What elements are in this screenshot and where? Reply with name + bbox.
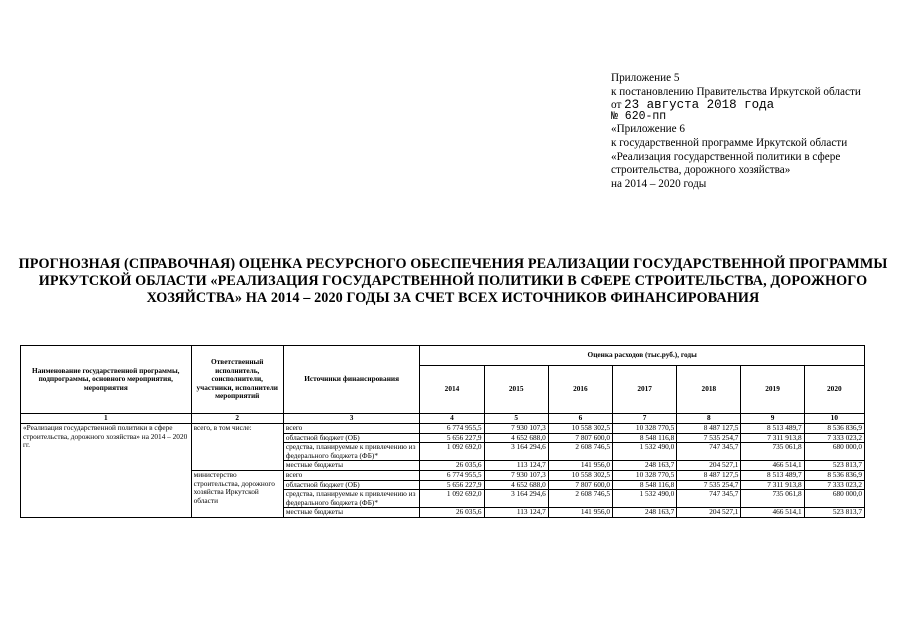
value-cell: 523 813,7 bbox=[804, 461, 864, 471]
value-cell: 680 000,0 bbox=[804, 490, 864, 508]
value-cell: 4 652 688,0 bbox=[484, 480, 548, 490]
value-cell: 26 035,6 bbox=[420, 461, 484, 471]
year-header: 2016 bbox=[548, 366, 612, 414]
table-row bbox=[21, 424, 865, 434]
column-index: 5 bbox=[484, 414, 548, 424]
value-cell: 248 163,7 bbox=[613, 461, 677, 471]
value-cell: 10 558 302,5 bbox=[548, 424, 612, 434]
value-cell: 8 487 127,5 bbox=[677, 424, 741, 434]
value-cell: 7 333 023,2 bbox=[804, 480, 864, 490]
appendix-number: Приложение 5 bbox=[611, 72, 680, 84]
year-header: 2020 bbox=[804, 366, 864, 414]
from-label: от bbox=[611, 99, 622, 112]
value-cell: 7 807 600,0 bbox=[548, 480, 612, 490]
value-cell: 6 774 955,5 bbox=[420, 470, 484, 480]
appendix-header bbox=[611, 72, 873, 191]
resolution-number-stamp: № 620-пп bbox=[611, 109, 667, 123]
value-cell: 7 535 254,7 bbox=[677, 480, 741, 490]
value-cell: 8 513 489,7 bbox=[741, 470, 804, 480]
column-index: 7 bbox=[613, 414, 677, 424]
value-cell: 248 163,7 bbox=[613, 508, 677, 518]
value-cell: 10 558 302,5 bbox=[548, 470, 612, 480]
column-index: 4 bbox=[420, 414, 484, 424]
value-cell: 747 345,7 bbox=[677, 443, 741, 461]
value-cell: 3 164 294,6 bbox=[484, 443, 548, 461]
year-header: 2015 bbox=[484, 366, 548, 414]
source-cell: средства, планируемые к привлечению из федерального бюджета (ФБ)* bbox=[283, 443, 419, 461]
value-cell: 7 311 913,8 bbox=[741, 433, 804, 443]
value-cell: 3 164 294,6 bbox=[484, 490, 548, 508]
col-name-header: Наименование государственной программы, подпрограммы, основного мероприятия, мероприятия bbox=[21, 346, 192, 414]
value-cell: 4 652 688,0 bbox=[484, 433, 548, 443]
value-cell: 735 061,8 bbox=[741, 443, 804, 461]
value-cell: 466 514,1 bbox=[741, 508, 804, 518]
column-index: 6 bbox=[548, 414, 612, 424]
value-cell: 5 656 227,9 bbox=[420, 433, 484, 443]
value-cell: 1 532 490,0 bbox=[613, 443, 677, 461]
executor-cell: всего, в том числе: bbox=[191, 424, 283, 471]
year-header: 2017 bbox=[613, 366, 677, 414]
value-cell: 113 124,7 bbox=[484, 461, 548, 471]
col-executor-header: Ответственный исполнитель, соисполнители, участники, исполнители мероприятий bbox=[191, 346, 283, 414]
source-cell: областной бюджет (ОБ) bbox=[283, 433, 419, 443]
source-cell: всего bbox=[283, 424, 419, 434]
header-row-1 bbox=[21, 346, 865, 366]
program-reference: к государственной программе Иркутской области «Реализация государственной политики в сфере строительства, дорожного хозяйства» bbox=[611, 136, 848, 177]
value-cell: 680 000,0 bbox=[804, 443, 864, 461]
source-cell: всего bbox=[283, 470, 419, 480]
value-cell: 7 807 600,0 bbox=[548, 433, 612, 443]
value-cell: 523 813,7 bbox=[804, 508, 864, 518]
col-source-header: Источники финансирования bbox=[283, 346, 419, 414]
value-cell: 466 514,1 bbox=[741, 461, 804, 471]
value-cell: 141 956,0 bbox=[548, 461, 612, 471]
source-cell: местные бюджеты bbox=[283, 461, 419, 471]
value-cell: 141 956,0 bbox=[548, 508, 612, 518]
column-index: 8 bbox=[677, 414, 741, 424]
resolution-reference: к постановлению Правительства Иркутской области bbox=[611, 85, 861, 98]
value-cell: 8 536 836,9 bbox=[804, 470, 864, 480]
value-cell: 7 535 254,7 bbox=[677, 433, 741, 443]
value-cell: 8 487 127,5 bbox=[677, 470, 741, 480]
executor-cell: министерство строительства, дорожного хозяйства Иркутской области bbox=[191, 470, 283, 517]
value-cell: 6 774 955,5 bbox=[420, 424, 484, 434]
value-cell: 7 930 107,3 bbox=[484, 470, 548, 480]
value-cell: 204 527,1 bbox=[677, 508, 741, 518]
date-stamp: 23 августа 2018 года bbox=[624, 98, 775, 113]
value-cell: 204 527,1 bbox=[677, 461, 741, 471]
value-cell: 8 513 489,7 bbox=[741, 424, 804, 434]
budget-table bbox=[20, 345, 865, 518]
value-cell: 747 345,7 bbox=[677, 490, 741, 508]
year-header: 2018 bbox=[677, 366, 741, 414]
value-cell: 2 608 746,5 bbox=[548, 490, 612, 508]
value-cell: 26 035,6 bbox=[420, 508, 484, 518]
column-index: 10 bbox=[804, 414, 864, 424]
source-cell: местные бюджеты bbox=[283, 508, 419, 518]
col-estimate-header: Оценка расходов (тыс.руб.), годы bbox=[420, 346, 865, 366]
column-index: 2 bbox=[191, 414, 283, 424]
program-years: на 2014 – 2020 годы bbox=[611, 177, 707, 190]
value-cell: 8 536 836,9 bbox=[804, 424, 864, 434]
value-cell: 8 548 116,8 bbox=[613, 480, 677, 490]
column-index: 3 bbox=[283, 414, 419, 424]
column-index-row bbox=[21, 414, 865, 424]
value-cell: 5 656 227,9 bbox=[420, 480, 484, 490]
value-cell: 7 333 023,2 bbox=[804, 433, 864, 443]
value-cell: 1 092 692,0 bbox=[420, 443, 484, 461]
column-index: 1 bbox=[21, 414, 192, 424]
year-header: 2019 bbox=[741, 366, 804, 414]
value-cell: 735 061,8 bbox=[741, 490, 804, 508]
source-cell: средства, планируемые к привлечению из федерального бюджета (ФБ)* bbox=[283, 490, 419, 508]
value-cell: 10 328 770,5 bbox=[613, 470, 677, 480]
value-cell: 1 092 692,0 bbox=[420, 490, 484, 508]
value-cell: 10 328 770,5 bbox=[613, 424, 677, 434]
value-cell: 7 311 913,8 bbox=[741, 480, 804, 490]
value-cell: 8 548 116,8 bbox=[613, 433, 677, 443]
program-name-cell: «Реализация государственной политики в сфере строительства, дорожного хозяйства» на 2014 – 2020 гг. bbox=[21, 424, 192, 518]
value-cell: 2 608 746,5 bbox=[548, 443, 612, 461]
appendix6-label: «Приложение 6 bbox=[611, 123, 686, 136]
value-cell: 113 124,7 bbox=[484, 508, 548, 518]
year-header: 2014 bbox=[420, 366, 484, 414]
value-cell: 1 532 490,0 bbox=[613, 490, 677, 508]
document-title: ПРОГНОЗНАЯ (СПРАВОЧНАЯ) ОЦЕНКА РЕСУРСНОГО ОБЕСПЕЧЕНИЯ РЕАЛИЗАЦИИ ГОСУДАРСТВЕННОЙ ПРОГРАММЫ ИРКУТСКОЙ ОБЛАСТИ «РЕАЛИЗАЦИЯ ГОСУДАРСТВЕННОЙ ПОЛИТИКИ В СФЕРЕ СТРОИТЕЛЬСТВА, ДОРОЖНОГО ХОЗЯЙСТВА» НА 2014 – 2020 ГОДЫ ЗА СЧЕТ ВСЕХ ИСТОЧНИКОВ ФИНАНСИРОВАНИЯ bbox=[18, 256, 888, 306]
column-index: 9 bbox=[741, 414, 804, 424]
value-cell: 7 930 107,3 bbox=[484, 424, 548, 434]
source-cell: областной бюджет (ОБ) bbox=[283, 480, 419, 490]
